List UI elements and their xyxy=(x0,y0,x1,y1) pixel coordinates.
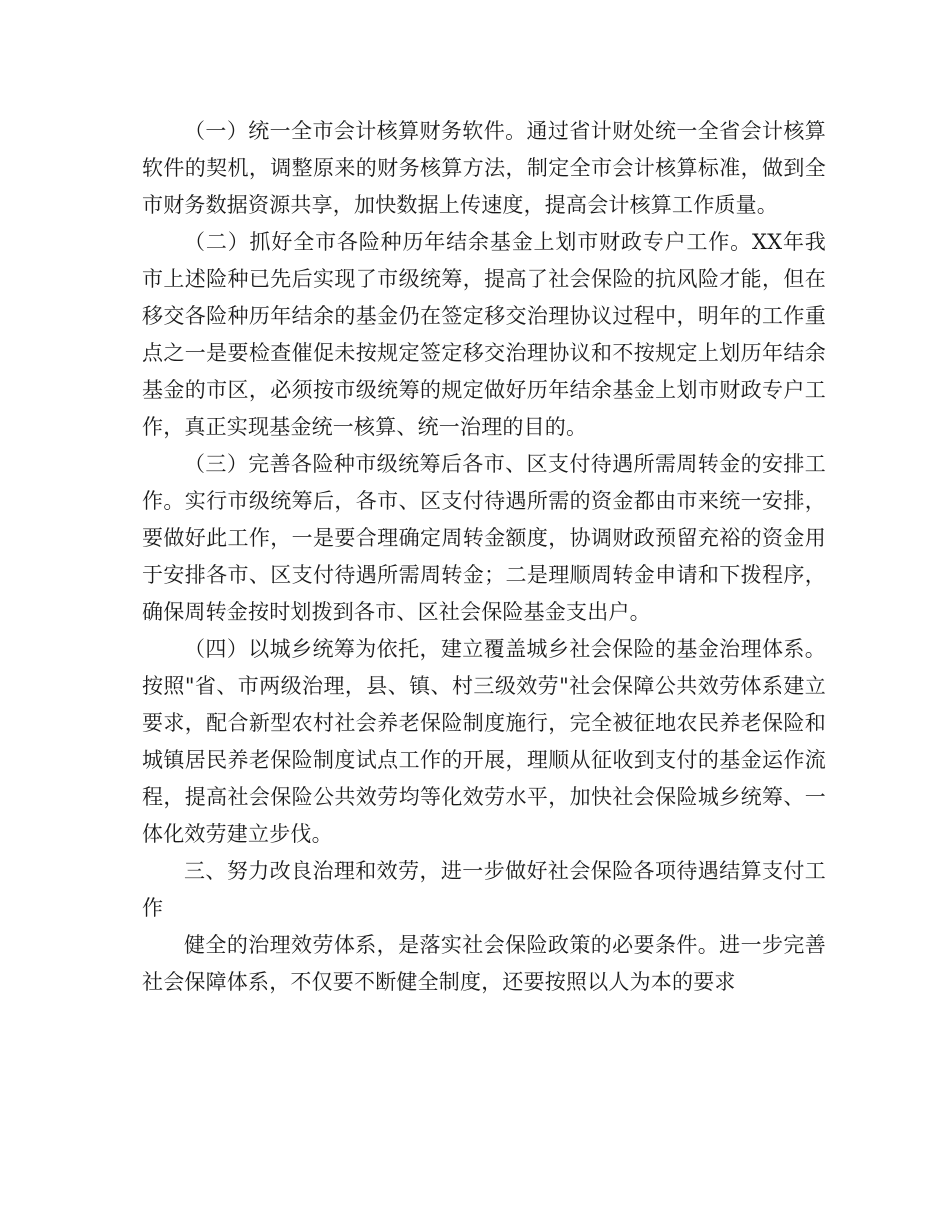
paragraph-urban-rural-fund-system: （四）以城乡统筹为依托，建立覆盖城乡社会保险的基金治理体系。按照"省、市两级治理，县、镇、村三级效劳"社会保障公共效劳体系建立要求，配合新型农村社会养老保险制度施行，完全被征地农民养老保险和城镇居民养老保险制度试点工作的开展，理顺从征收到支付的基金运作流程，提高社会保险公共效劳均等化效劳水平，加快社会保险城乡统筹、一体化效劳建立步伐。 xyxy=(142,637,826,846)
paragraph-unify-accounting-software: （一）统一全市会计核算财务软件。通过省计财处统一全省会计核算软件的契机，调整原来的财务核算方法，制定全市会计核算标准，做到全市财务数据资源共享，加快数据上传速度，提高会计核算工作质量。 xyxy=(142,119,826,217)
paragraph-surplus-fund-transfer: （二）抓好全市各险种历年结余基金上划市财政专户工作。XX年我市上述险种已先后实现了市级统筹，提高了社会保险的抗风险才能，但在移交各险种历年结余的基金仍在签定移交治理协议过程中，明年的工作重点之一是要检查催促未按规定签定移交治理协议和不按规定上划历年结余基金的市区，必须按市级统筹的规定做好历年结余基金上划市财政专户工作，真正实现基金统一核算、统一治理的目的。 xyxy=(142,230,826,439)
document-body xyxy=(142,113,826,1001)
paragraph-revolving-fund-arrangement: （三）完善各险种市级统筹后各市、区支付待遇所需周转金的安排工作。实行市级统筹后，各市、区支付待遇所需的资金都由市来统一安排，要做好此工作，一是要合理确定周转金额度，协调财政预留充裕的资金用于安排各市、区支付待遇所需周转金；二是理顺周转金申请和下拨程序，确保周转金按时划拨到各市、区社会保险基金支出户。 xyxy=(142,452,826,624)
section-heading-three: 三、努力改良治理和效劳，进一步做好社会保险各项待遇结算支付工作 xyxy=(142,859,826,920)
paragraph-service-system: 健全的治理效劳体系，是落实社会保险政策的必要条件。进一步完善社会保障体系，不仅要不断健全制度，还要按照以人为本的要求 xyxy=(142,933,826,994)
